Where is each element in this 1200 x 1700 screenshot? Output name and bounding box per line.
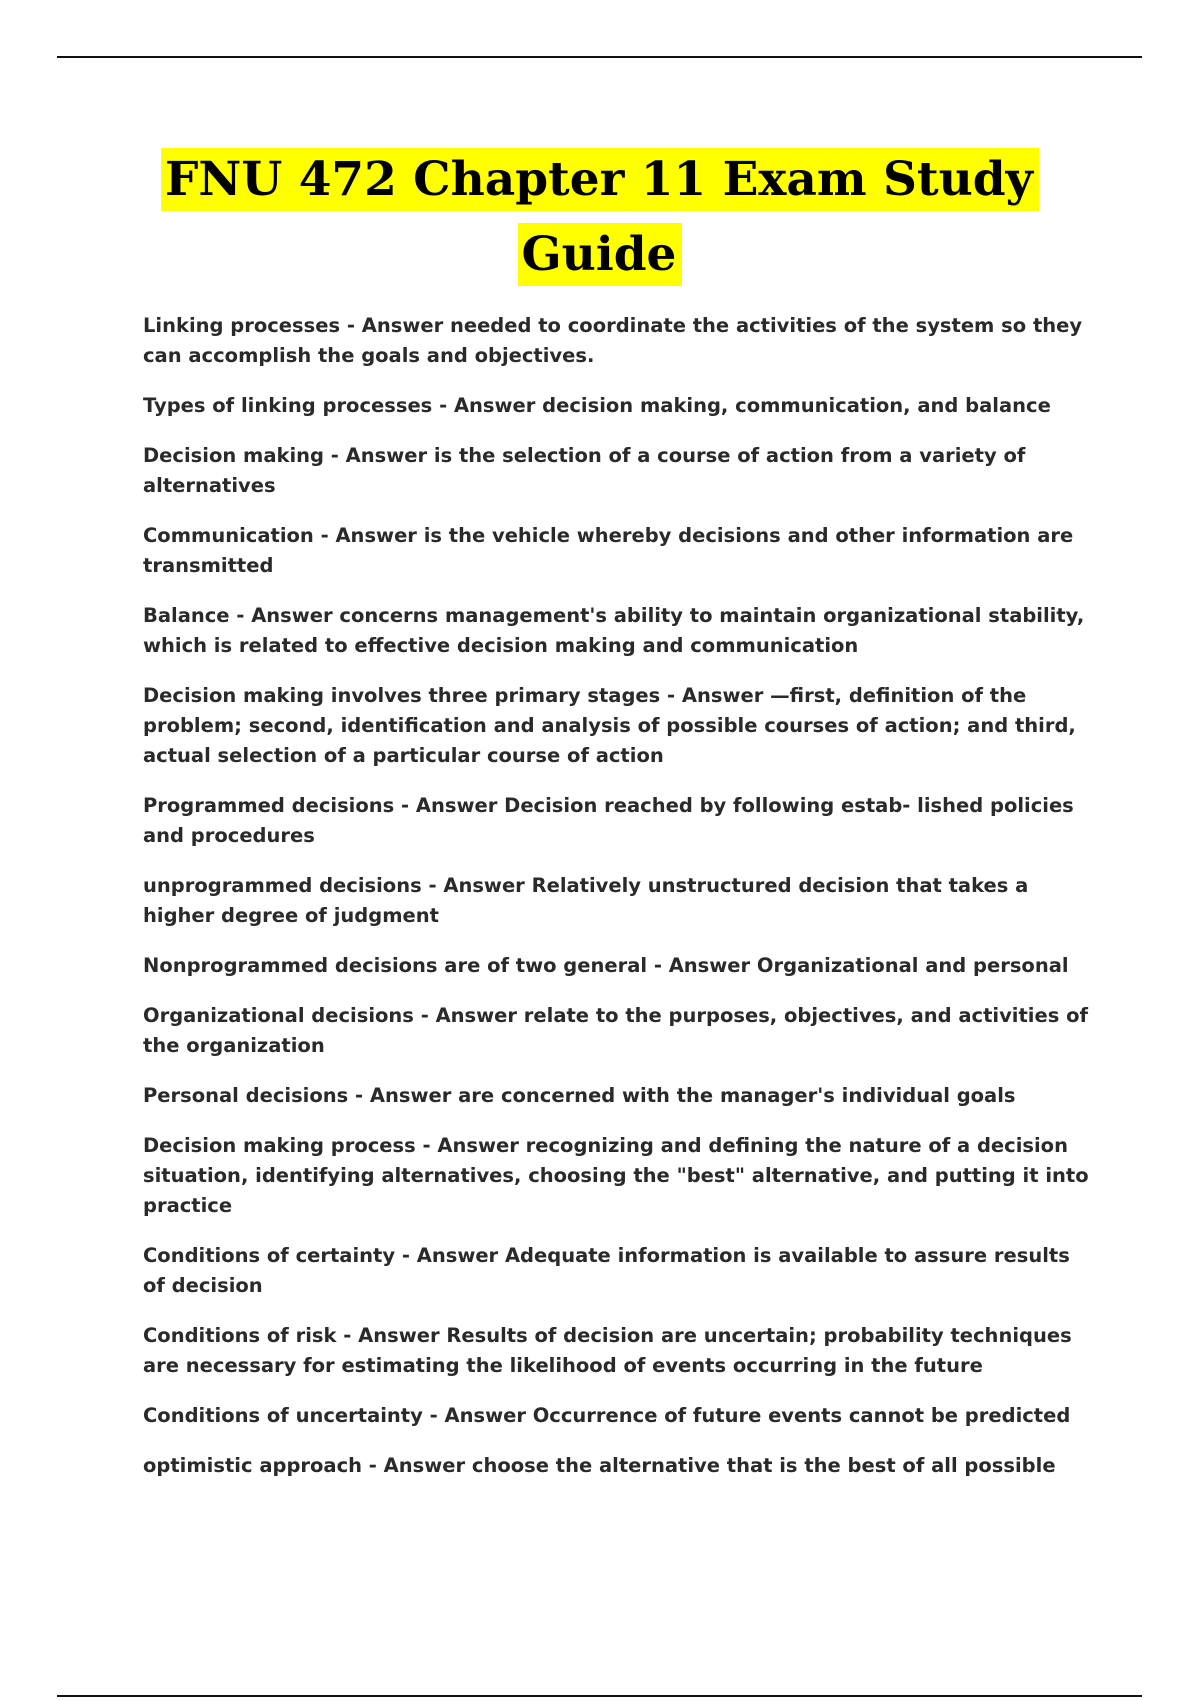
entry-unprogrammed-decisions: unprogrammed decisions - Answer Relatively unstructured decision that takes a higher degree of judgment bbox=[143, 874, 1029, 927]
entry-decision-making-process: Decision making process - Answer recognizing and defining the nature of a decision situation, identifying alternatives, choosing the "best" alternative, and putting it into practice bbox=[143, 1134, 1089, 1217]
entry-programmed-decisions: Programmed decisions - Answer Decision reached by following estab- lished policies and procedures bbox=[143, 794, 1074, 847]
study-guide-entries bbox=[143, 311, 1098, 1501]
entry-optimistic-approach: optimistic approach - Answer choose the alternative that is the best of all possible bbox=[143, 1454, 1056, 1477]
entry-linking-processes: Linking processes - Answer needed to coordinate the activities of the system so they can accomplish the goals and objectives. bbox=[143, 314, 1083, 367]
title-line-1: FNU 472 Chapter 11 Exam Study bbox=[161, 148, 1039, 211]
entry-conditions-of-certainty: Conditions of certainty - Answer Adequate information is available to assure results of decision bbox=[143, 1244, 1070, 1297]
top-rule bbox=[57, 56, 1142, 58]
entry-personal-decisions: Personal decisions - Answer are concerned with the manager's individual goals bbox=[143, 1084, 1016, 1107]
entry-three-primary-stages: Decision making involves three primary stages - Answer —first, definition of the problem; second, identification and analysis of possible courses of action; and third, actual selection of a particular course of action bbox=[143, 684, 1076, 767]
entry-conditions-of-uncertainty: Conditions of uncertainty - Answer Occurrence of future events cannot be predicted bbox=[143, 1404, 1071, 1427]
entry-conditions-of-risk: Conditions of risk - Answer Results of decision are uncertain; probability techniques are necessary for estimating the likelihood of events occurring in the future bbox=[143, 1324, 1072, 1377]
title-line-2: Guide bbox=[518, 223, 683, 286]
entry-balance: Balance - Answer concerns management's ability to maintain organizational stability, which is related to effective decision making and communication bbox=[143, 604, 1085, 657]
entry-nonprogrammed-decisions: Nonprogrammed decisions are of two general - Answer Organizational and personal bbox=[143, 954, 1069, 977]
entry-organizational-decisions: Organizational decisions - Answer relate to the purposes, objectives, and activities of the organization bbox=[143, 1004, 1088, 1057]
entry-decision-making: Decision making - Answer is the selection of a course of action from a variety of alternatives bbox=[143, 444, 1026, 497]
page-title bbox=[100, 142, 1100, 292]
entry-communication: Communication - Answer is the vehicle whereby decisions and other information are transmitted bbox=[143, 524, 1074, 577]
bottom-rule bbox=[57, 1695, 1142, 1697]
entry-types-of-linking-processes: Types of linking processes - Answer decision making, communication, and balance bbox=[143, 394, 1051, 417]
